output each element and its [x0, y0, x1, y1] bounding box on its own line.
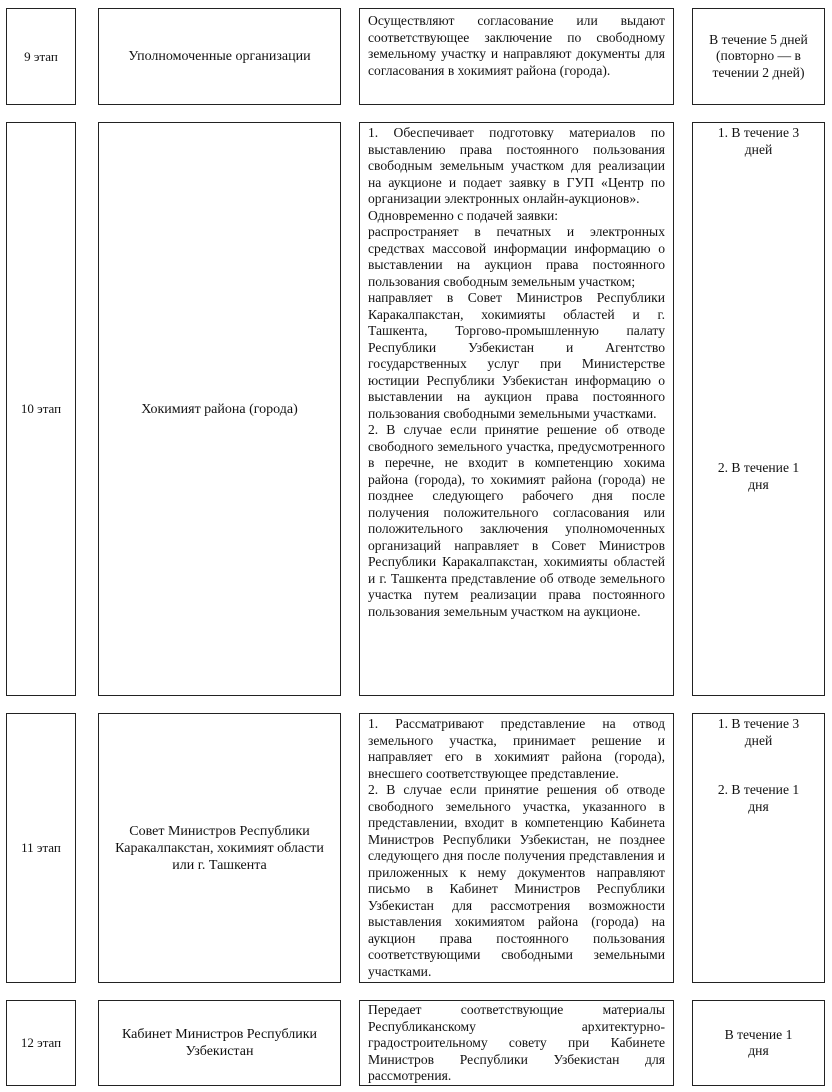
- description-cell-10: [359, 122, 674, 696]
- description-paragraph: 1. Рассматривают представление на отвод земельного участка, принимает решение и направляет его в хокимият района (города), внесшего соответствующее представление.: [368, 716, 665, 781]
- description-paragraph: Одновременно с подачей заявки:: [368, 207, 559, 223]
- organization-name: Кабинет Министров Республики Узбекистан: [121, 1027, 318, 1059]
- organization-cell-11: [98, 713, 341, 983]
- organization-name: Уполномоченные организации: [128, 49, 311, 64]
- organization-cell-12: [98, 1000, 341, 1086]
- term-item: 2. В течение 1 дня: [717, 782, 800, 814]
- description-cell-12: [359, 1000, 674, 1086]
- description-paragraph: направляет в Совет Министров Республики Каракалпакстан, хокимияты областей и г. Ташкента, Торгово-промышленную палату Республики Узбекистан и Агентство государственных услуг при Министерстве юстиции Республики Узбекистан информацию о выставлении на аукцион права постоянного пользования свободными земельными участками.: [368, 290, 665, 421]
- stage-cell-10: [6, 122, 76, 696]
- organization-name: Совет Министров Республики Каракалпакстан, хокимият области или г. Ташкента: [115, 823, 324, 873]
- stage-cell-11: [6, 713, 76, 983]
- term-item: 1. В течение 3 дней: [717, 125, 800, 157]
- stage-cell-12: [6, 1000, 76, 1086]
- description-paragraph: распространяет в печатных и электронных средствах массовой информации информацию о выставлении на аукцион права постоянного пользования свободным земельным участком;: [368, 224, 665, 289]
- organization-name: Хокимият района (города): [141, 401, 298, 417]
- term-item: 2. В течение 1 дня: [717, 460, 800, 492]
- description-text: Осуществляют согласование или выдают соответствующее заключение по свободному земельному участку и направляют документы для согласования в хокимият района (города).: [368, 13, 665, 78]
- stage-label: 11 этап: [21, 840, 61, 855]
- description-paragraph: 2. В случае если принятие решения об отводе свободного земельного участка, указанного в представлении, входит в компетенцию Кабинета Министров Республики Узбекистан, не позднее следующего дня после получения представления и приложенных к нему документов направляют письмо в Кабинет Министров Республики Узбекистан для рассмотрения возможности выставления хокимиятом района (города) на аукцион права постоянного пользования соответствующими свободными земельными участками.: [368, 782, 665, 979]
- organization-cell-9: [98, 8, 341, 105]
- term-cell-12: [692, 1000, 825, 1086]
- stage-cell-9: [6, 8, 76, 105]
- stage-label: 9 этап: [24, 48, 58, 64]
- term-cell-9: [692, 8, 825, 105]
- description-paragraph: 2. В случае если принятие решение об отводе свободного земельного участка, предусмотренного в перечне, не входит в компетенцию хокима района (города), то хокимият района (города) не позднее следующего рабочего дня после получения положительного согласования или положительного заключения уполномоченных организаций направляет в Совет Министров Республики Каракалпакстан, хокимияты областей и г. Ташкента представление об отводе земельного участка путем реализации права постоянного пользования земельным участком на аукционе.: [368, 422, 665, 619]
- term-cell-10: [692, 122, 825, 696]
- description-text: Передает соответствующие материалы Республиканскому архитектурно-градостроительному совету при Кабинете Министров Республики Узбекистан для рассмотрения.: [368, 1002, 665, 1083]
- stage-label: 10 этап: [20, 401, 62, 416]
- stage-label: 12 этап: [20, 1035, 62, 1050]
- term-text: В течение 5 дней (повторно — в течении 2 дней): [709, 31, 808, 80]
- description-cell-9: [359, 8, 674, 105]
- organization-cell-10: [98, 122, 341, 696]
- term-item: 1. В течение 3 дней: [717, 716, 800, 748]
- description-cell-11: [359, 713, 674, 983]
- description-paragraph: 1. Обеспечивает подготовку материалов по выставлению права постоянного пользования свободным земельным участком для реализации на аукционе и подает заявку в ГУП «Центр по организации электронных онлайн-аукционов».: [368, 125, 665, 206]
- term-text: В течение 1 дня: [724, 1026, 793, 1058]
- term-cell-11: [692, 713, 825, 983]
